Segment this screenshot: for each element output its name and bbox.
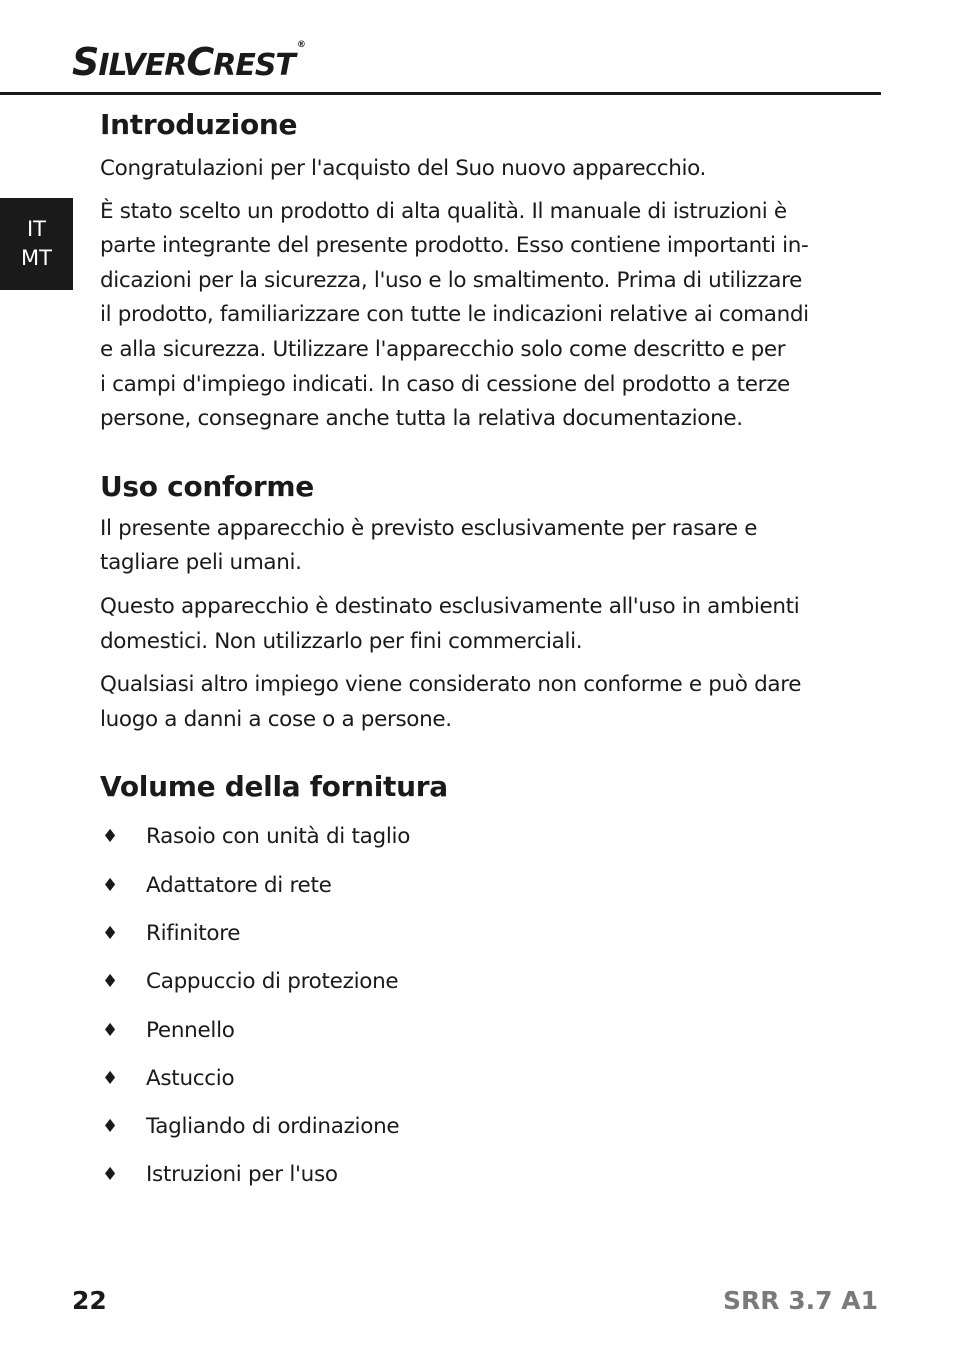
logo-letter: C — [186, 40, 214, 84]
intro-paragraph: Congratulazioni per l'acquisto del Suo nuovo apparecchio. — [100, 156, 707, 181]
bullet-diamond-icon: ♦ — [102, 874, 118, 896]
text-line: Il presente apparecchio è previsto esclusivamente per rasare e — [100, 515, 758, 541]
bullet-diamond-icon: ♦ — [102, 1019, 118, 1041]
list-item-label: Tagliando di ordinazione — [146, 1114, 400, 1140]
list-item — [100, 1158, 860, 1206]
list-item — [100, 1062, 860, 1110]
section-title-volume: Volume della fornitura — [100, 770, 448, 804]
logo-letter: S — [72, 40, 99, 84]
uso-paragraph — [100, 590, 860, 659]
language-tab — [0, 198, 73, 290]
header-rule — [0, 92, 881, 95]
list-item — [100, 820, 860, 868]
text-line: domestici. Non utilizzarlo per fini commerciali. — [100, 628, 583, 654]
text-line: e alla sicurezza. Utilizzare l'apparecchio solo come descritto e per — [100, 336, 786, 362]
logo-text: REST — [213, 48, 295, 83]
list-item-label: Pennello — [146, 1017, 235, 1043]
section-title-uso: Uso conforme — [100, 469, 314, 503]
list-item-label: Cappuccio di protezione — [146, 969, 399, 995]
bullet-diamond-icon: ♦ — [102, 1164, 118, 1186]
list-item-label: Adattatore di rete — [146, 872, 332, 898]
list-item-label: Rasoio con unità di taglio — [146, 824, 411, 850]
list-item — [100, 1110, 860, 1158]
uso-paragraph — [100, 512, 860, 581]
text-line: Qualsiasi altro impiego viene considerato non conforme e può dare — [100, 672, 802, 698]
page-number: 22 — [72, 1286, 107, 1315]
text-line: parte integrante del presente prodotto. Esso contiene importanti in- — [100, 233, 809, 259]
list-item — [100, 869, 860, 917]
uso-paragraph — [100, 668, 860, 737]
section-title-intro: Introduzione — [100, 108, 298, 141]
list-item — [100, 917, 860, 965]
text-line: Questo apparecchio è destinato esclusivamente all'uso in ambienti — [100, 593, 800, 619]
language-code: IT — [26, 217, 47, 241]
page-content — [100, 106, 860, 1207]
supply-list — [100, 820, 860, 1206]
text-line: luogo a danni a cose o a persone. — [100, 706, 452, 732]
text-line: tagliare peli umani. — [100, 550, 302, 576]
text-line: È stato scelto un prodotto di alta qualità. Il manuale di istruzioni è — [100, 198, 787, 224]
text-line: dicazioni per la sicurezza, l'uso e lo smaltimento. Prima di utilizzare — [100, 267, 802, 293]
list-item-label: Rifinitore — [146, 920, 241, 946]
language-code: MT — [21, 246, 52, 270]
bullet-diamond-icon: ♦ — [102, 971, 118, 993]
model-number: SRR 3.7 A1 — [723, 1286, 878, 1315]
list-item-label: Astuccio — [146, 1065, 235, 1091]
intro-paragraph — [100, 195, 860, 437]
brand-logo — [72, 40, 305, 84]
text-line: persone, consegnare anche tutta la relativa documentazione. — [100, 406, 743, 432]
bullet-diamond-icon: ♦ — [102, 1116, 118, 1138]
list-item — [100, 965, 860, 1013]
list-item — [100, 1014, 860, 1062]
logo-text: ILVER — [98, 48, 187, 83]
text-line: i campi d'impiego indicati. In caso di cessione del prodotto a terze — [100, 371, 790, 397]
bullet-diamond-icon: ♦ — [102, 922, 118, 944]
list-item-label: Istruzioni per l'uso — [146, 1162, 338, 1188]
bullet-diamond-icon: ♦ — [102, 1067, 118, 1089]
bullet-diamond-icon: ♦ — [102, 826, 118, 848]
text-line: il prodotto, familiarizzare con tutte le indicazioni relative ai comandi — [100, 302, 809, 328]
registered-mark: ® — [296, 40, 305, 50]
